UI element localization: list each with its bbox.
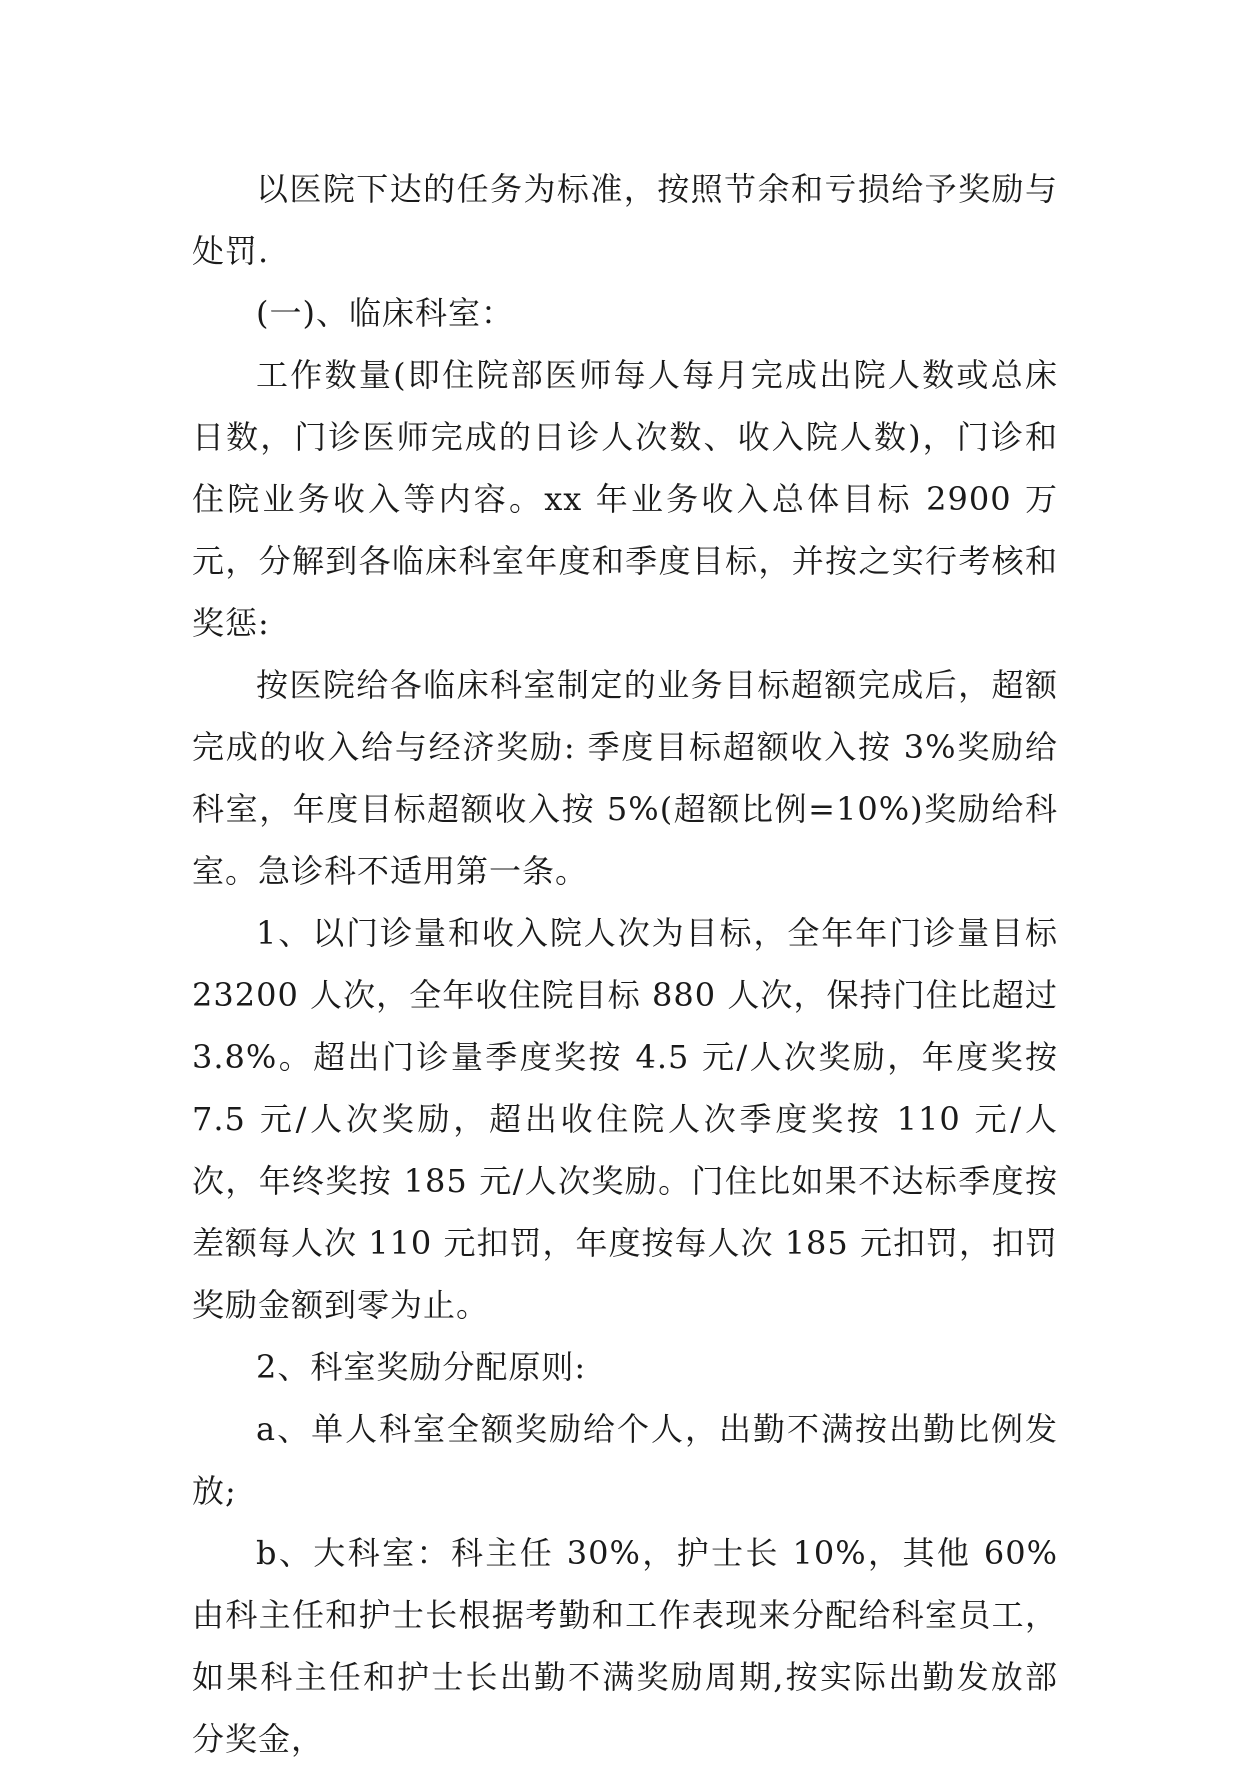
paragraph-workload: 工作数量(即住院部医师每人每月完成出院人数或总床日数，门诊医师完成的日诊人次数、收入院人数)，门诊和住院业务收入等内容。xx 年业务收入总体目标 2900 万元，分解到各临床科室年度和季度目标，并按之实行考核和奖惩: — [192, 356, 1058, 642]
paragraph-item-1: 1、以门诊量和收入院人次为目标，全年年门诊量目标 23200 人次，全年收住院目标 880 人次，保持门住比超过 3.8%。超出门诊量季度奖按 4.5 元/人次奖励，年度奖按 7.5 元/人次奖励，超出收住院人次季度奖按 110 元/人次，年终奖按 185 元/人次奖励。门住比如果不达标季度按差额每人次 110 元扣罚，年度按每人次 185 元扣罚，扣罚奖励金额到零为止。 — [192, 914, 1058, 1324]
document-body — [192, 158, 1058, 1770]
paragraph-item-b: b、大科室：科主任 30%，护士长 10%，其他 60%由科主任和护士长根据考勤和工作表现来分配给科室员工，如果科主任和护士长出勤不满奖励周期,按实际出勤发放部分奖金， — [192, 1534, 1058, 1758]
paragraph-intro: 以医院下达的任务为标准，按照节余和亏损给予奖励与处罚. — [192, 170, 1058, 270]
paragraph-item-2: 2、科室奖励分配原则: — [256, 1348, 587, 1386]
paragraph-bonus-rule: 按医院给各临床科室制定的业务目标超额完成后，超额完成的收入给与经济奖励: 季度目标超额收入按 3%奖励给科室，年度目标超额收入按 5%(超额比例=10%)奖励给科室。急诊科不适用第一条。 — [192, 666, 1058, 890]
section-heading-clinical: (一)、临床科室： — [256, 294, 514, 332]
paragraph-item-a: a、单人科室全额奖励给个人，出勤不满按出勤比例发放; — [192, 1410, 1058, 1510]
